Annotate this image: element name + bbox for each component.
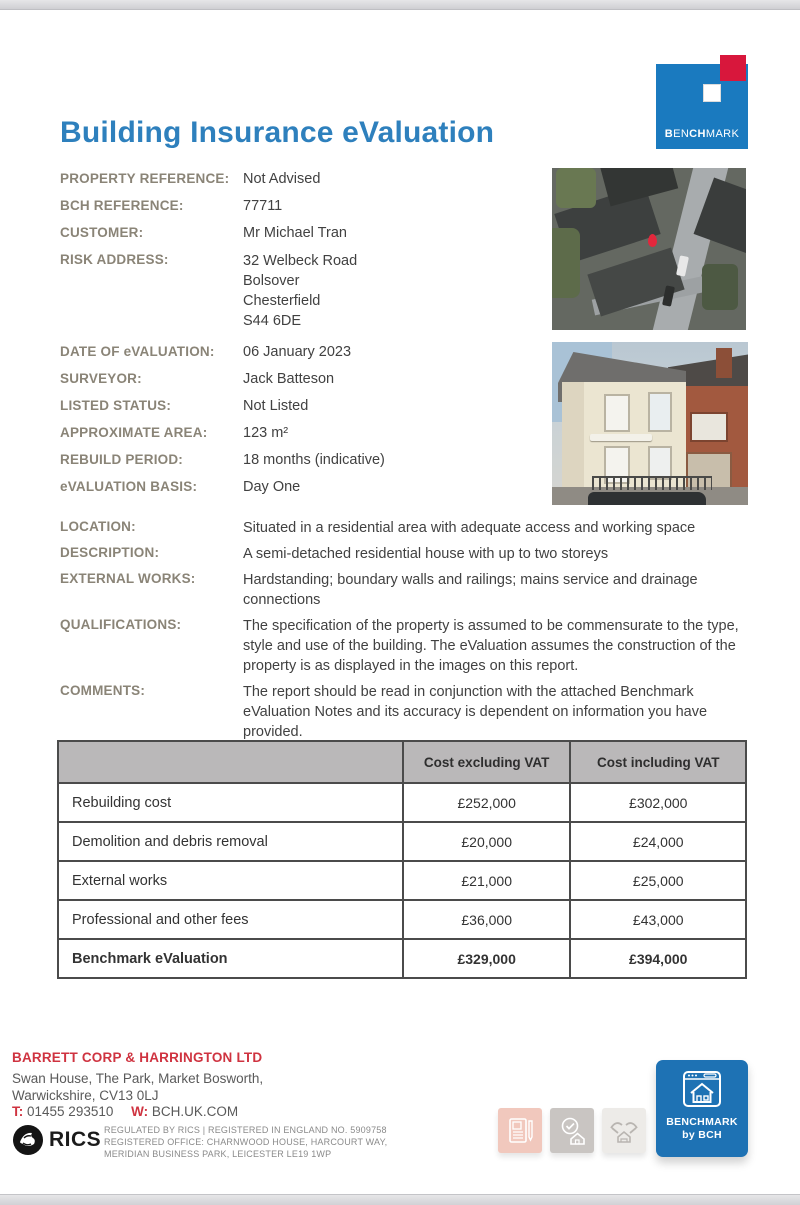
- field-value: Not Advised: [243, 171, 321, 187]
- photo-house-side: [562, 382, 584, 487]
- field-value: [243, 251, 552, 331]
- benchmark-by-bch-tile: [656, 1060, 748, 1157]
- table-row: [58, 822, 746, 861]
- aerial-greenery: [702, 264, 738, 310]
- photo-window: [648, 446, 672, 480]
- field-value: The report should be read in conjunction with the attached Benchmark eValuation Notes and its accuracy is dependent on information you have provided.: [243, 684, 708, 740]
- detail-row-listed-status: [60, 397, 552, 416]
- rics-lion-icon: [12, 1124, 44, 1156]
- detail-row-approximate-area: [60, 424, 552, 443]
- cost-ex-vat: £36,000: [403, 900, 571, 939]
- field-value: Not Listed: [243, 398, 309, 414]
- report-document-tile: [498, 1108, 542, 1153]
- phone-label: T:: [12, 1104, 24, 1119]
- benchmark-logo-wordmark: BENCHMARK: [664, 128, 740, 140]
- table-total-row: [58, 939, 746, 978]
- regulatory-line: MERIDIAN BUSINESS PARK, LEICESTER LE19 1WP: [104, 1149, 332, 1159]
- row-label: Benchmark eValuation: [58, 939, 403, 978]
- company-address-line: Swan House, The Park, Market Bosworth,: [12, 1071, 264, 1086]
- cost-inc-vat: £43,000: [570, 900, 746, 939]
- field-value: 18 months (indicative): [243, 452, 385, 468]
- phone-number: 01455 293510: [27, 1104, 114, 1119]
- field-label: COMMENTS:: [60, 683, 146, 698]
- detail-row-date-of-evaluation: [60, 343, 552, 362]
- field-label: CUSTOMER:: [60, 225, 144, 240]
- detail-row-property-reference: [60, 170, 552, 189]
- field-value: Hardstanding; boundary walls and railings; mains service and drainage connections: [243, 572, 698, 608]
- field-label: eVALUATION BASIS:: [60, 479, 198, 494]
- address-line: S44 6DE: [243, 313, 302, 329]
- photo-canopy: [590, 434, 652, 441]
- field-value: A semi-detached residential house with up to two storeys: [243, 546, 609, 562]
- description-sections: [60, 518, 750, 748]
- field-value: 06 January 2023: [243, 344, 352, 360]
- rics-wordmark: RICS: [49, 1128, 102, 1151]
- cost-inc-vat: £24,000: [570, 822, 746, 861]
- tile-label-benchmark: BENCHMARK: [666, 1116, 738, 1128]
- detail-row-bch-reference: [60, 197, 552, 216]
- field-value: The specification of the property is assumed to be commensurate to the type, style and use of the building. The eValuation assumes the construction of the property is as displayed in the images on this report.: [243, 618, 739, 674]
- detail-row-surveyor: [60, 370, 552, 389]
- field-value: Day One: [243, 479, 301, 495]
- regulatory-text: [104, 1124, 387, 1160]
- row-label: Demolition and debris removal: [58, 822, 403, 861]
- rics-logo: [12, 1124, 101, 1156]
- regulatory-line: REGULATED BY RICS | REGISTERED IN ENGLAND NO. 5909758: [104, 1125, 387, 1135]
- aerial-greenery: [556, 168, 596, 208]
- field-label: DATE OF eVALUATION:: [60, 344, 215, 359]
- company-name: BARRETT CORP & HARRINGTON LTD: [12, 1050, 263, 1065]
- section-qualifications: [60, 616, 750, 676]
- column-header-blank: [58, 741, 403, 783]
- document-pen-icon: [506, 1116, 534, 1146]
- property-photo: [552, 342, 748, 505]
- field-label: RISK ADDRESS:: [60, 252, 169, 267]
- cost-ex-vat: £329,000: [403, 939, 571, 978]
- cost-ex-vat: £252,000: [403, 783, 571, 822]
- browser-house-icon: [679, 1069, 725, 1111]
- aerial-map-image: [552, 168, 746, 330]
- section-comments: [60, 682, 750, 742]
- map-pin-icon: [648, 234, 657, 247]
- company-address-line: Warwickshire, CV13 0LJ: [12, 1088, 159, 1103]
- top-border-strip: [0, 0, 800, 10]
- section-description: [60, 544, 750, 564]
- address-line: Bolsover: [243, 273, 300, 289]
- web-address: BCH.UK.COM: [151, 1104, 239, 1119]
- detail-row-evaluation-basis: [60, 478, 552, 497]
- field-label: PROPERTY REFERENCE:: [60, 171, 230, 186]
- cost-inc-vat: £394,000: [570, 939, 746, 978]
- field-value: Jack Batteson: [243, 371, 335, 387]
- field-label: EXTERNAL WORKS:: [60, 571, 196, 586]
- regulatory-line: REGISTERED OFFICE: CHARNWOOD HOUSE, HARCOURT WAY,: [104, 1137, 388, 1147]
- tile-label-by-bch: by BCH: [682, 1129, 722, 1141]
- field-value: Situated in a residential area with adequate access and working space: [243, 520, 696, 536]
- cost-ex-vat: £20,000: [403, 822, 571, 861]
- detail-row-risk-address: [60, 251, 552, 331]
- hands-house-icon: [608, 1116, 640, 1146]
- field-label: DESCRIPTION:: [60, 545, 160, 560]
- table-row: [58, 861, 746, 900]
- section-location: [60, 518, 750, 538]
- photo-window: [648, 392, 672, 432]
- photo-window: [604, 394, 630, 432]
- benchmark-logo-white-square: [703, 84, 721, 102]
- page-title: Building Insurance eValuation: [60, 116, 495, 149]
- row-label: External works: [58, 861, 403, 900]
- cost-ex-vat: £21,000: [403, 861, 571, 900]
- column-header-inc-vat: Cost including VAT: [570, 741, 746, 783]
- address-line: 32 Welbeck Road: [243, 253, 358, 269]
- table-header-row: [58, 741, 746, 783]
- handover-tile: [602, 1108, 646, 1153]
- approved-valuation-tile: [550, 1108, 594, 1153]
- column-header-ex-vat: Cost excluding VAT: [403, 741, 571, 783]
- row-label: Professional and other fees: [58, 900, 403, 939]
- field-label: QUALIFICATIONS:: [60, 617, 182, 632]
- table-row: [58, 783, 746, 822]
- photo-car: [588, 492, 706, 505]
- field-label: APPROXIMATE AREA:: [60, 425, 208, 440]
- check-house-icon: [557, 1116, 587, 1146]
- detail-row-customer: [60, 224, 552, 243]
- aerial-greenery: [552, 228, 580, 298]
- field-value: 123 m²: [243, 425, 289, 441]
- row-label: Rebuilding cost: [58, 783, 403, 822]
- detail-row-rebuild-period: [60, 451, 552, 470]
- web-label: W:: [131, 1104, 149, 1119]
- cost-inc-vat: £302,000: [570, 783, 746, 822]
- field-label: LISTED STATUS:: [60, 398, 172, 413]
- field-value: 77711: [243, 198, 283, 214]
- company-contact: [12, 1104, 238, 1119]
- field-value: Mr Michael Tran: [243, 225, 347, 241]
- address-line: Chesterfield: [243, 293, 321, 309]
- photo-chimney: [716, 348, 732, 378]
- cost-inc-vat: £25,000: [570, 861, 746, 900]
- field-label: SURVEYOR:: [60, 371, 142, 386]
- benchmark-logo: [656, 55, 750, 155]
- cost-table: [57, 740, 747, 979]
- benchmark-logo-red-square: [720, 55, 746, 81]
- field-label: REBUILD PERIOD:: [60, 452, 184, 467]
- section-external-works: [60, 570, 750, 610]
- photo-railings: [592, 476, 712, 490]
- photo-brick-window: [690, 412, 728, 442]
- table-row: [58, 900, 746, 939]
- field-label: LOCATION:: [60, 519, 136, 534]
- property-details: [60, 170, 552, 505]
- field-label: BCH REFERENCE:: [60, 198, 184, 213]
- bottom-border-strip: [0, 1194, 800, 1205]
